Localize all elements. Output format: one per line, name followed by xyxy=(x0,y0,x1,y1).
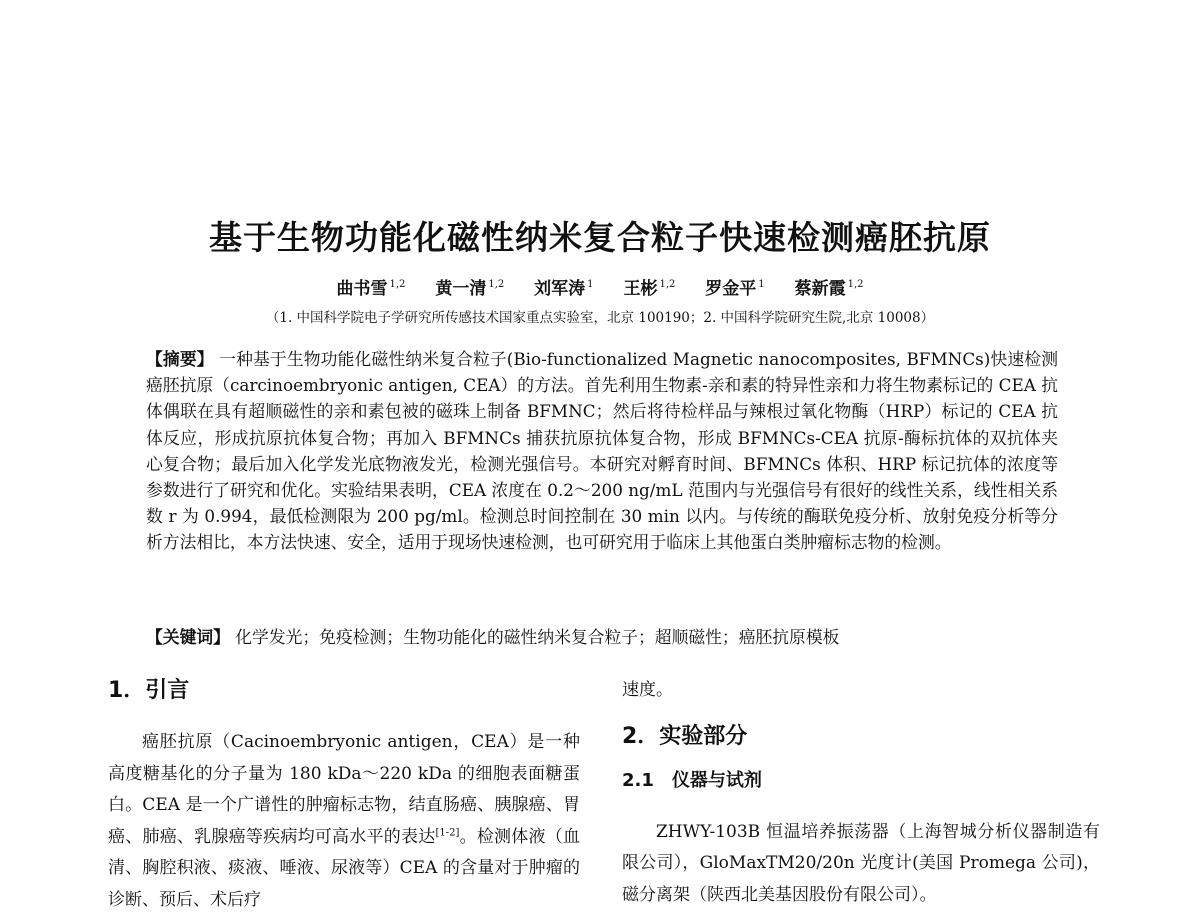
right-column xyxy=(622,675,1100,911)
instruments-paragraph: ZHWY-103B 恒温培养振荡器（上海智城分析仪器制造有限公司），GloMaxTM20/20n 光度计(美国 Promega 公司)，磁分离架（陕西北美基因股份有限公司）。 xyxy=(622,821,1100,905)
keywords-text: 化学发光；免疫检测；生物功能化的磁性纳米复合粒子；超顺磁性；癌胚抗原模板 xyxy=(235,627,840,647)
author xyxy=(795,279,864,299)
abstract xyxy=(146,346,1058,556)
author xyxy=(534,279,593,299)
intro-paragraph xyxy=(108,727,580,916)
author-affiliation-mark: 1 xyxy=(758,279,765,291)
author-affiliation-mark: 1 xyxy=(587,279,594,291)
keywords-label: 【关键词】 xyxy=(146,627,230,647)
keywords xyxy=(146,624,1058,650)
author xyxy=(337,279,406,299)
author xyxy=(623,279,675,299)
author-affiliation-mark: 1,2 xyxy=(847,279,864,291)
section-heading-introduction: 1．引言 xyxy=(108,678,190,703)
paper-title: 基于生物功能化磁性纳米复合粒子快速检测癌胚抗原 xyxy=(209,218,991,257)
author-affiliation-mark: 1,2 xyxy=(389,279,406,291)
author-affiliation-mark: 1,2 xyxy=(659,279,676,291)
author-name: 王彬 xyxy=(623,279,658,299)
author-list xyxy=(0,274,1200,299)
author xyxy=(705,279,764,299)
author-name: 黄一清 xyxy=(435,279,487,299)
abstract-text: 一种基于生物功能化磁性纳米复合粒子(Bio-functionalized Magnetic nanocomposites, BFMNCs)快速检测癌胚抗原（carcinoembryonic antigen, CEA）的方法。首先利用生物素-亲和素的特异性亲和力将生物素标记的 CEA 抗体偶联在具有超顺磁性的亲和素包被的磁珠上制备 BFMNC；然后将待检样品与辣根过氧化物酶（HRP）标记的 CEA 抗体反应，形成抗原抗体复合物；再加入 BFMNCs 捕获抗原抗体复合物，形成 BFMNCs-CEA 抗原-酶标抗体的双抗体夹心复合物；最后加入化学发光底物液发光，检测光强信号。本研究对孵育时间、BFMNCs 体积、HRP 标记抗体的浓度等参数进行了研究和优化。实验结果表明，CEA 浓度在 0.2～200 ng/mL 范围内与光强信号有很好的线性关系，线性相关系数 r 为 0.994，最低检测限为 200 pg/ml。检测总时间控制在 30 min 以内。与传统的酶联免疫分析、放射免疫分析等分析方法相比，本方法快速、安全，适用于现场快速检测，也可研究用于临床上其他蛋白类肿瘤标志物的检测。 xyxy=(146,349,1058,553)
author xyxy=(435,279,504,299)
author-affiliation-mark: 1,2 xyxy=(488,279,505,291)
abstract-label: 【摘要】 xyxy=(146,349,214,369)
author-name: 蔡新霞 xyxy=(794,279,846,299)
author-name: 曲书雪 xyxy=(336,279,388,299)
subsection-heading-instruments: 2.1 仪器与试剂 xyxy=(622,769,762,791)
affiliations: （1. 中国科学院电子学研究所传感技术国家重点实验室，北京 100190；2. 中国科学院研究生院,北京 10008） xyxy=(265,310,935,326)
author-name: 刘军涛 xyxy=(534,279,586,299)
intro-text: 癌胚抗原（Cacinoembryonic antigen，CEA）是一种高度糖基化的分子量为 180 kDa～220 kDa 的细胞表面糖蛋白。CEA 是一个广谱性的肿瘤标志物，结直肠癌、胰腺癌、胃癌、肺癌、乳腺癌等疾病均可高水平的表达 xyxy=(108,732,580,847)
citation-ref: [1-2] xyxy=(435,826,460,838)
author-name: 罗金平 xyxy=(705,279,757,299)
intro-text-continued: 。检测体液（血清、胸腔积液、痰液、唾液、尿液等）CEA 的含量对于肿瘤的诊断、预后、术后疗 xyxy=(108,826,580,910)
left-column xyxy=(108,675,580,916)
section-heading-experimental: 2．实验部分 xyxy=(622,723,748,749)
continued-text: 速度。 xyxy=(622,680,673,700)
